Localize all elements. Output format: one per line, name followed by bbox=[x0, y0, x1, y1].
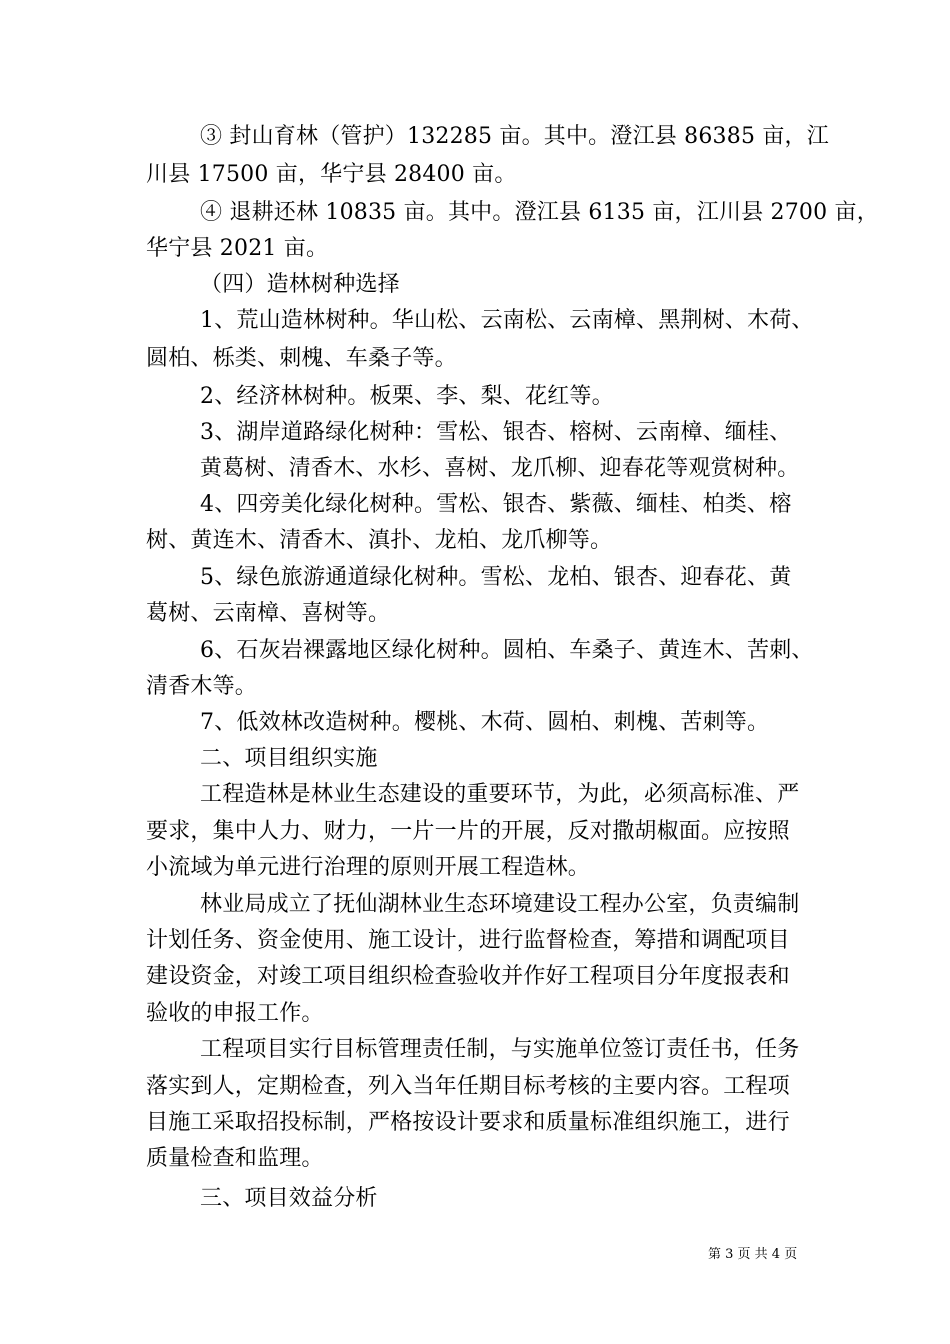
text-line: 验收的申报工作。 bbox=[146, 1001, 324, 1026]
text-line: 3、湖岸道路绿化树种：雪松、银杏、榕树、云南樟、缅桂、 bbox=[200, 420, 792, 445]
text-line: 黄葛树、清香木、水杉、喜树、龙爪柳、迎春花等观赏树种。 bbox=[200, 456, 800, 481]
text-line: 5、绿色旅游通道绿化树种。雪松、龙柏、银杏、迎春花、黄 bbox=[200, 565, 792, 590]
text-line: 小流域为单元进行治理的原则开展工程造林。 bbox=[146, 855, 591, 880]
text-line: 目施工采取招投标制，严格按设计要求和质量标准组织施工，进行 bbox=[146, 1110, 790, 1135]
text-line: 林业局成立了抚仙湖林业生态环境建设工程办公室，负责编制 bbox=[200, 892, 800, 917]
section-heading: （四）造林树种选择 bbox=[200, 272, 400, 297]
text-line: 葛树、云南樟、喜树等。 bbox=[146, 601, 391, 626]
text-line: 4、四旁美化绿化树种。雪松、银杏、紫薇、缅桂、柏类、榕 bbox=[200, 492, 792, 517]
text-line: 工程项目实行目标管理责任制，与实施单位签订责任书，任务 bbox=[200, 1037, 800, 1062]
section-heading: 二、项目组织实施 bbox=[200, 746, 378, 771]
section-heading: 三、项目效益分析 bbox=[200, 1186, 378, 1211]
text-line: 落实到人，定期检查，列入当年任期目标考核的主要内容。工程项 bbox=[146, 1074, 790, 1099]
text-line: ④ 退耕还林 10835 亩。其中。澄江县 6135 亩，江川县 2700 亩， bbox=[200, 200, 879, 225]
text-line: 建设资金，对竣工项目组织检查验收并作好工程项目分年度报表和 bbox=[146, 964, 790, 989]
text-line: 川县 17500 亩，华宁县 28400 亩。 bbox=[146, 162, 517, 187]
text-line: 2、经济林树种。板栗、李、梨、花红等。 bbox=[200, 384, 614, 409]
text-line: 6、石灰岩裸露地区绿化树种。圆柏、车桑子、黄连木、苦刺、 bbox=[200, 638, 814, 663]
text-line: 计划任务、资金使用、施工设计，进行监督检查，筹措和调配项目 bbox=[146, 928, 790, 953]
text-line: 圆柏、栎类、刺槐、车桑子等。 bbox=[146, 346, 457, 371]
text-line: 工程造林是林业生态建设的重要环节，为此，必须高标准、严 bbox=[200, 782, 800, 807]
text-line: 7、低效林改造树种。樱桃、木荷、圆柏、刺槐、苦刺等。 bbox=[200, 710, 770, 735]
text-line: 1、荒山造林树种。华山松、云南松、云南樟、黑荆树、木荷、 bbox=[200, 308, 814, 333]
page-number: 第 3 页 共 4 页 bbox=[708, 1247, 798, 1262]
text-line: 清香木等。 bbox=[146, 674, 258, 699]
text-line: ③ 封山育林（管护）132285 亩。其中。澄江县 86385 亩，江 bbox=[200, 124, 829, 149]
text-line: 华宁县 2021 亩。 bbox=[146, 236, 329, 261]
text-line: 质量检查和监理。 bbox=[146, 1146, 324, 1171]
text-line: 树、黄连木、清香木、滇扑、龙柏、龙爪柳等。 bbox=[146, 528, 613, 553]
text-line: 要求，集中人力、财力，一片一片的开展，反对撒胡椒面。应按照 bbox=[146, 819, 790, 844]
